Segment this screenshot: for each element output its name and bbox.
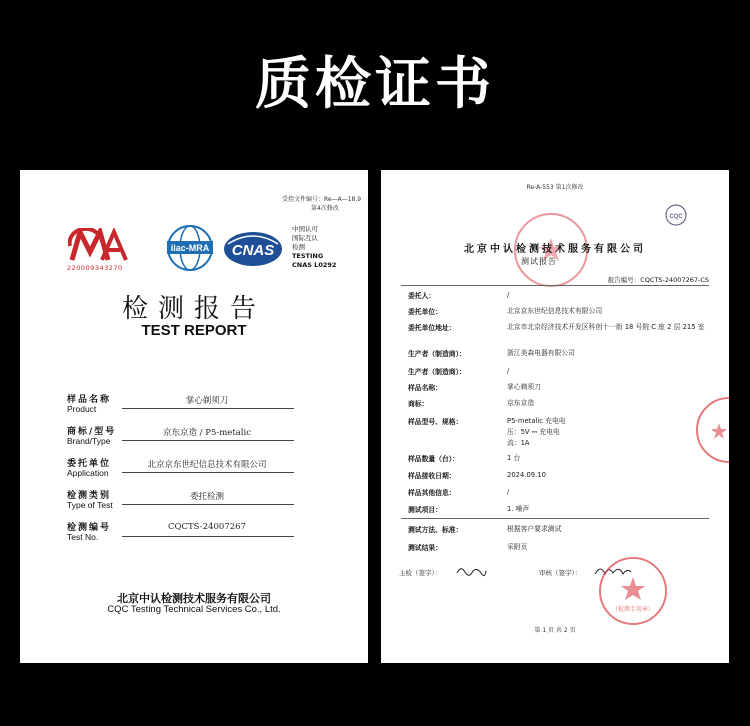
row-key: 样品型号、规格： — [408, 418, 463, 426]
field-value: 掌心剃须刀 — [185, 396, 229, 406]
row-key: 样品接收日期： — [408, 472, 456, 480]
inspector-signature-label: 主检（签字）： — [399, 569, 442, 577]
report-number: 报告编号：CQCTS-24007267-CS — [607, 276, 709, 284]
divider — [401, 285, 709, 286]
report-subtitle: 测试报告 — [521, 257, 557, 266]
reviewer-signature-label: 审核（签字）： — [539, 569, 582, 577]
report-cover-page — [20, 170, 368, 663]
page-footer: 第 1 页 共 2 页 — [534, 627, 576, 634]
row-value: 北京京东世纪信息技术有限公司 — [507, 307, 603, 315]
field-value: CQCTS-24007267 — [168, 522, 246, 532]
field-value: 京东京造 / P5-metalic — [162, 428, 252, 438]
report-title-cn: 检测报告 — [121, 294, 266, 324]
row-value: 1. 噪声 — [507, 505, 530, 513]
cnas-logo-icon — [222, 230, 284, 268]
row-key: 生产者（制造商）： — [408, 350, 466, 358]
svg-text:ilac-MRA: ilac-MRA — [170, 243, 210, 253]
cma-code: 220009343270 — [67, 264, 123, 272]
report-title-en: TEST REPORT — [141, 322, 247, 339]
field-label-cn: 委托单位 — [67, 459, 112, 469]
row-key: 委托单位地址： — [408, 324, 456, 332]
row-value: 1 台 — [507, 454, 521, 462]
field-label-en: Application — [67, 468, 109, 478]
issuer-name-cn: 北京中认检测技术服务有限公司 — [117, 592, 271, 605]
issuer-name-en: CQC Testing Technical Services Co., Ltd. — [107, 604, 281, 615]
cnas-line3: 检测 — [292, 243, 305, 251]
seal-text: （检测专用章） — [611, 606, 655, 613]
row-value: 浙江美森电器有限公司 — [507, 349, 575, 357]
field-label-en: Product — [67, 404, 97, 414]
row-value: / — [507, 488, 510, 496]
field-label-cn: 商标/型号 — [67, 427, 117, 437]
divider — [401, 518, 709, 519]
field-product — [67, 392, 312, 424]
cnas-line1: 中国认可 — [292, 225, 318, 233]
row-key: 测试方法、标准： — [408, 526, 463, 534]
row-key: 商标： — [408, 400, 429, 408]
issuer-title: 北京中认检测技术服务有限公司 — [464, 244, 646, 255]
page-header: Re-A-553 第1次修改 — [526, 184, 584, 191]
row-value: 京东京造 — [507, 399, 535, 407]
row-key: 样品名称： — [408, 384, 442, 392]
row-value: / — [507, 367, 510, 375]
field-label-cn: 检测编号 — [67, 523, 112, 533]
field-value: 北京京东世纪信息技术有限公司 — [147, 460, 267, 470]
row-key: 测试项目： — [408, 506, 442, 514]
inspection-seal-icon — [597, 555, 669, 627]
row-key: 样品数量（台）： — [408, 455, 459, 463]
row-value: P5-metalic 充电电压：5V ⎓ 充电电流：1A — [507, 417, 566, 447]
cnas-line2: 国际互认 — [292, 234, 318, 242]
row-key: 委托人： — [408, 292, 436, 300]
red-seal-edge-icon — [693, 395, 729, 465]
row-value: / — [507, 291, 510, 299]
row-value: 根据客户要求测试 — [507, 525, 562, 533]
row-value: 采附页 — [507, 543, 528, 551]
row-key: 样品其他信息： — [408, 489, 456, 497]
cma-logo-icon — [68, 228, 128, 264]
row-key: 测试结果： — [408, 544, 442, 552]
svg-text:CQC: CQC — [669, 214, 683, 220]
field-label-en: Test No. — [67, 532, 99, 542]
report-detail-page — [381, 170, 729, 663]
signature-inspector-icon — [455, 563, 487, 579]
field-type-of-test — [67, 488, 312, 520]
cqc-mark-icon — [665, 204, 687, 226]
svg-text:CNAS: CNAS — [231, 242, 275, 259]
row-value: 2024.09.10 — [507, 471, 546, 479]
cnas-number: CNAS L0292 — [292, 261, 337, 269]
row-key: 委托单位： — [408, 308, 442, 316]
field-label-cn: 样品名称 — [67, 395, 112, 405]
cnas-testing: TESTING — [292, 252, 324, 260]
revision-note: 第4次修改 — [311, 205, 339, 212]
field-label-cn: 检测类别 — [67, 491, 112, 501]
field-application — [67, 456, 312, 488]
field-brand-type — [67, 424, 312, 456]
row-value: 掌心剃须刀 — [507, 383, 541, 391]
ilac-mra-logo-icon — [165, 222, 215, 274]
form-number: 受控文件编号：Re—A—18.9 — [282, 196, 362, 203]
field-test-no — [67, 520, 312, 552]
cnas-accreditation — [292, 225, 336, 270]
row-value: 北京市北京经济技术开发区科创十一街 18 号院 C 座 2 层 215 室 — [507, 323, 705, 331]
banner — [0, 0, 750, 160]
field-value: 委托检测 — [189, 492, 224, 502]
row-key: 生产者（制造商）： — [408, 368, 466, 376]
banner-title: 质检证书 — [255, 52, 495, 117]
field-label-en: Brand/Type — [67, 436, 111, 446]
field-label-en: Type of Test — [67, 500, 113, 510]
